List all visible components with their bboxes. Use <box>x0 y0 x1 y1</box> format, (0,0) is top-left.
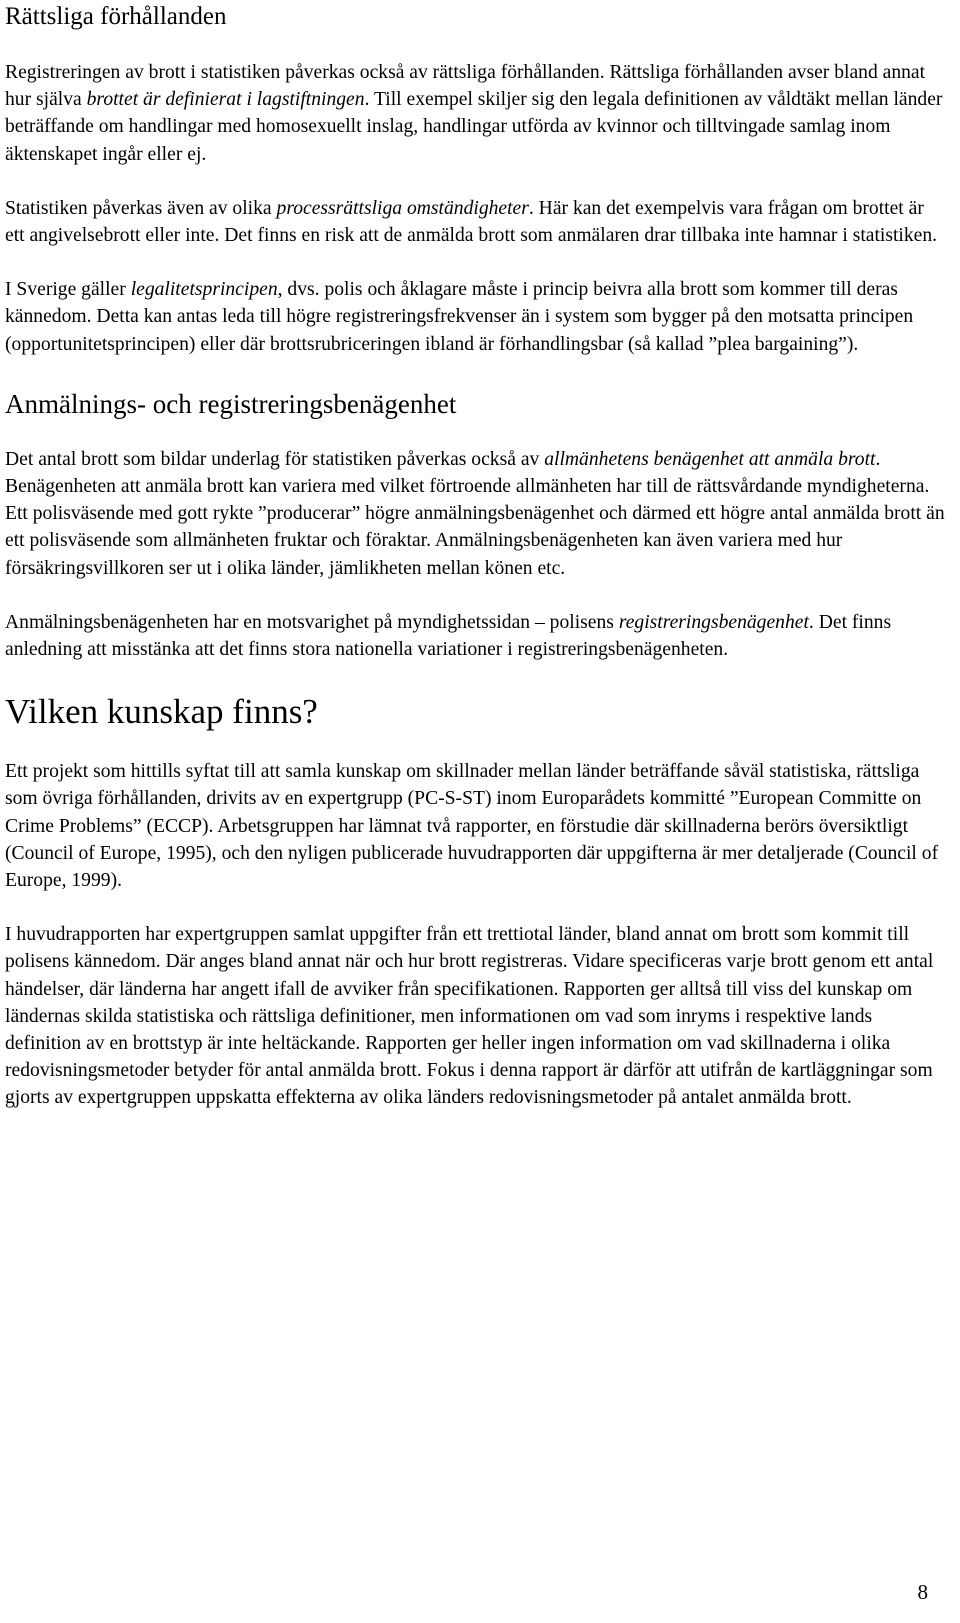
emphasized-term: allmänhetens benägenhet att anmäla brott <box>544 448 876 470</box>
section-vilken-kunskap-finns <box>5 692 945 1111</box>
paragraph-text: Anmälningsbenägenheten har en motsvarighet på myndighetssidan – polisens <box>5 611 619 633</box>
emphasized-term: registreringsbenägenhet <box>618 611 809 633</box>
section-anmalningsbenagenhet <box>5 388 945 663</box>
page-number: 8 <box>917 1580 928 1604</box>
paragraph-text: . Det finns anledning att misstänka att det finns stora nationella variationer i registreringsbenägenheten. <box>5 611 892 661</box>
emphasized-term: legalitetsprincipen <box>130 279 278 301</box>
paragraph-text: I huvudrapporten har expertgruppen samlat uppgifter från ett trettiotal länder, bland annat om brott som kommit till polisens kännedom. Där anges bland annat när och hur brott registreras. Vidare specificeras varje brott genom ett antal händelser, där länderna har angett ifall de avviker från specifikationen. Rapporten ger alltså till viss del kunskap om ländernas skilda statistiska och rättsliga definitioner, men informationen om vad som inryms i respektive lands definition av en brottstyp är inte heltäckande. Rapporten ger heller ingen information om vad skillnaderna i olika redovisningsmetoder betyder för antal anmälda brott. Fokus i denna rapport är därför att utifrån de kartläggningar som gjorts av expertgruppen uppskatta effekterna av olika länders redovisningsmetoder på antalet anmälda brott. <box>5 924 934 1109</box>
paragraph <box>5 195 945 249</box>
paragraph-text: . Benägenheten att anmäla brott kan variera med vilket förtroende allmänheten har till de rättsvårdande myndigheterna. Ett polisväsende med gott rykte ”producerar” högre anmälningsbenägenhet och därmed ett högre antal anmälda brott än ett polisväsende som allmänheten fruktar och föraktar. Anmälningsbenägenheten kan även variera med hur försäkringsvillkoren ser ut i olika länder, jämlikheten mellan könen etc. <box>5 448 945 579</box>
document-page <box>5 0 945 1112</box>
section-heading: Anmälnings- och registreringsbenägenhet <box>5 388 457 419</box>
paragraph-text: . Här kan det exempelvis vara frågan om brottet är ett angivelsebrott eller inte. Det finns en risk att de anmälda brott som anmälaren drar tillbaka inte hamnar i statistiken. <box>5 197 938 247</box>
paragraph-text: I Sverige gäller <box>5 279 131 301</box>
section-rattsliga-forhallanden <box>5 2 945 358</box>
paragraph <box>5 758 945 894</box>
section-heading: Vilken kunskap finns? <box>5 692 318 732</box>
paragraph <box>5 276 945 358</box>
paragraph-text: Ett projekt som hittills syftat till att samla kunskap om skillnader mellan länder beträffande såväl statistiska, rättsliga som övriga förhållanden, drivits av en expertgrupp (PC-S-ST) inom Europarådets kommitté ”European Committe on Crime Problems” (ECCP). Arbetsgruppen har lämnat två rapporter, en förstudie där skillnaderna berörs översiktligt (Council of Europe, 1995), och den nyligen publicerade huvudrapporten där uppgifterna är mer detaljerade (Council of Europe, 1999). <box>5 761 939 892</box>
emphasized-term: processrättsliga omständigheter <box>276 197 529 219</box>
paragraph-text: Statistiken påverkas även av olika <box>5 197 277 219</box>
paragraph <box>5 446 945 582</box>
paragraph-text: . Till exempel skiljer sig den legala definitionen av våldtäkt mellan länder beträffande om handlingar med homosexuellt inslag, handlingar utförda av kvinnor och tilltvingade samlag inom äktenskapet ingår eller ej. <box>5 89 943 165</box>
emphasized-term: brottet är definierat i lagstiftningen <box>86 89 365 111</box>
paragraph-text: , dvs. polis och åklagare måste i princip beivra alla brott som kommer till deras kännedom. Detta kan antas leda till högre registreringsfrekvenser än i system som bygger på den motsatta principen (opportunitetsprincipen) eller där brottsrubriceringen ibland är förhandlingsbar (så kallad ”plea bargaining”). <box>5 279 914 355</box>
paragraph <box>5 609 945 663</box>
paragraph-text: Det antal brott som bildar underlag för statistiken påverkas också av <box>5 448 545 470</box>
paragraph <box>5 921 945 1111</box>
paragraph <box>5 59 945 168</box>
section-heading: Rättsliga förhållanden <box>5 3 227 30</box>
paragraph-text: Registreringen av brott i statistiken påverkas också av rättsliga förhållanden. Rättsliga förhållanden avser bland annat hur själva <box>5 62 926 111</box>
